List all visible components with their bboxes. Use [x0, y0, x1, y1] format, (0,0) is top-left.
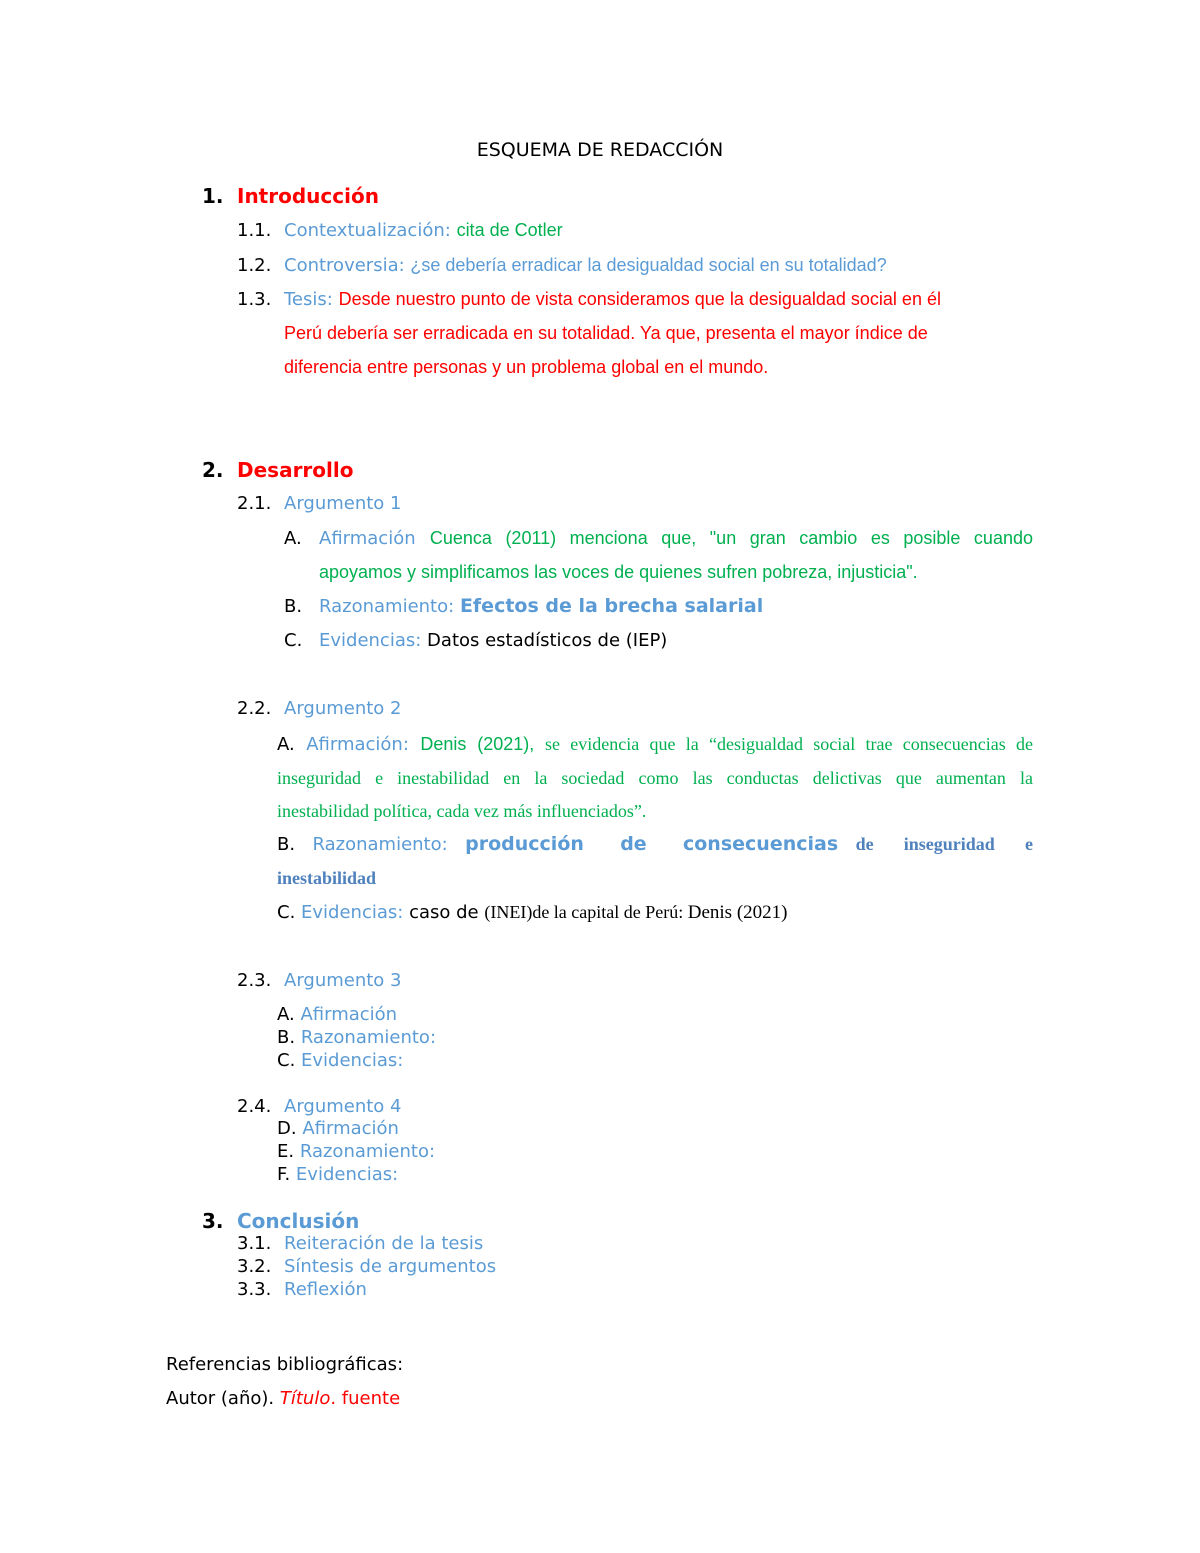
section-number: 3. — [202, 1209, 224, 1233]
argumento-2-evidencias — [277, 900, 787, 925]
item-letter: B. — [277, 1027, 296, 1048]
reference-title: Título — [279, 1388, 331, 1409]
section-introduccion — [202, 184, 379, 208]
item-number: 3.2. — [237, 1256, 272, 1277]
conclusion-item — [237, 1278, 367, 1302]
item-contextualizacion — [237, 218, 563, 243]
item-label: Afirmación — [319, 528, 416, 549]
item-letter: A. — [284, 528, 302, 549]
tesis-line-1: Desde nuestro punto de vista consideramos que la desigualdad social en él — [338, 289, 941, 309]
item-letter: C. — [284, 630, 303, 651]
item-letter: C. — [277, 1050, 296, 1071]
item-label: Contextualización: — [284, 220, 451, 241]
item-number: 1.2. — [237, 255, 272, 276]
item-letter: B. — [277, 834, 296, 855]
item-number: 1.3. — [237, 289, 272, 310]
argumento-1-evidencias — [284, 629, 667, 653]
argumento-2-afirmacion — [277, 732, 1033, 757]
item-number: 2.3. — [237, 970, 272, 991]
item-label: Argumento 3 — [284, 970, 402, 991]
item-number: 3.1. — [237, 1233, 272, 1254]
evidencias-text-2: (INEI)de la capital de Perú: — [484, 902, 688, 922]
argumento-2 — [237, 697, 402, 721]
section-heading: Desarrollo — [237, 458, 354, 482]
item-letter: C. — [277, 902, 296, 923]
item-text: cita de Cotler — [456, 220, 563, 240]
reference-dot: . — [330, 1388, 337, 1409]
argumento-3-afirmacion — [277, 1003, 397, 1027]
item-label: Evidencias: — [301, 902, 404, 923]
item-label: Razonamiento: — [312, 834, 448, 855]
afirmacion-text-1: Denis (2021), — [420, 734, 546, 754]
argumento-3-evidencias — [277, 1049, 403, 1073]
razonamiento-text-2: de inseguridad e — [855, 834, 1033, 854]
afirmacion-text-2: se evidencia que la “desigualdad social trae consecuencias de — [545, 734, 1033, 754]
item-label: Evidencias: — [319, 630, 422, 651]
item-number: 1.1. — [237, 220, 272, 241]
conclusion-item — [237, 1255, 496, 1279]
section-heading: Conclusión — [237, 1209, 360, 1233]
item-letter: B. — [284, 596, 303, 617]
section-number: 2. — [202, 458, 224, 482]
item-label: Reflexión — [284, 1279, 367, 1300]
item-label: Argumento 2 — [284, 698, 402, 719]
tesis-line-3: diferencia entre personas y un problema global en el mundo. — [284, 357, 769, 377]
afirmacion-line-2: inseguridad e inestabilidad en la sociedad como las conductas delictivas que aumentan la — [277, 768, 1033, 788]
argumento-1 — [237, 492, 402, 516]
conclusion-item — [237, 1232, 483, 1256]
item-label: Controversia: — [284, 255, 405, 276]
tesis-line-2: Perú debería ser erradicada en su totalidad. Ya que, presenta el mayor índice de — [284, 323, 928, 343]
razonamiento-text-1: producción de consecuencias — [465, 833, 839, 855]
references-heading: Referencias bibliográficas: — [166, 1354, 404, 1375]
page-title: ESQUEMA DE REDACCIÓN — [476, 139, 724, 161]
item-label: Evidencias: — [301, 1050, 404, 1071]
argumento-4-evidencias — [277, 1163, 398, 1187]
argumento-2-razonamiento — [277, 832, 1033, 857]
item-number: 2.4. — [237, 1096, 272, 1117]
argumento-1-razonamiento — [284, 594, 763, 619]
item-number: 2.1. — [237, 493, 272, 514]
item-label: Argumento 4 — [284, 1096, 402, 1117]
argumento-3-razonamiento — [277, 1026, 436, 1050]
evidencias-text-3: Denis (2021) — [687, 902, 788, 923]
item-letter: F. — [277, 1164, 291, 1185]
argumento-4 — [237, 1095, 402, 1119]
item-number: 3.3. — [237, 1279, 272, 1300]
evidencias-text-1: caso de — [409, 902, 485, 923]
argumento-3 — [237, 969, 402, 993]
item-label: Razonamiento: — [300, 1027, 437, 1048]
razonamiento-line-2: inestabilidad — [277, 868, 377, 888]
item-letter: A. — [277, 734, 295, 755]
item-label: Afirmación: — [306, 734, 409, 755]
item-text: ¿se debería erradicar la desigualdad social en su totalidad? — [410, 255, 887, 275]
item-number: 2.2. — [237, 698, 272, 719]
item-label: Razonamiento: — [299, 1141, 436, 1162]
item-label: Reiteración de la tesis — [284, 1233, 484, 1254]
reference-source: fuente — [336, 1388, 401, 1409]
argumento-4-razonamiento — [277, 1140, 435, 1164]
item-controversia — [237, 253, 887, 278]
section-heading: Introducción — [237, 184, 379, 208]
evidencias-text: Datos estadísticos de (IEP) — [427, 630, 668, 651]
item-label: Evidencias: — [295, 1164, 399, 1185]
afirmacion-line-1: Cuenca (2011) menciona que, "un gran cambio es posible cuando — [429, 528, 1033, 548]
section-number: 1. — [202, 184, 224, 208]
afirmacion-line-3: inestabilidad política, cada vez más influenciados”. — [277, 801, 647, 821]
item-label: Razonamiento: — [319, 596, 455, 617]
item-label: Síntesis de argumentos — [284, 1256, 497, 1277]
item-letter: E. — [277, 1141, 295, 1162]
item-label: Afirmación — [300, 1004, 398, 1025]
reference-author: Autor (año). — [166, 1388, 280, 1409]
item-label: Afirmación — [302, 1118, 399, 1139]
section-desarrollo — [202, 458, 353, 482]
argumento-1-afirmacion — [284, 526, 1033, 551]
item-tesis — [237, 287, 941, 312]
item-letter: A. — [277, 1004, 295, 1025]
item-label: Tesis: — [284, 289, 333, 310]
section-conclusion — [202, 1209, 359, 1233]
razonamiento-text: Efectos de la brecha salarial — [459, 595, 764, 617]
item-letter: D. — [277, 1118, 297, 1139]
afirmacion-line-2: apoyamos y simplificamos las voces de quienes sufren pobreza, injusticia". — [319, 562, 918, 582]
item-label: Argumento 1 — [284, 493, 402, 514]
argumento-4-afirmacion — [277, 1117, 399, 1141]
reference-format — [166, 1387, 400, 1411]
